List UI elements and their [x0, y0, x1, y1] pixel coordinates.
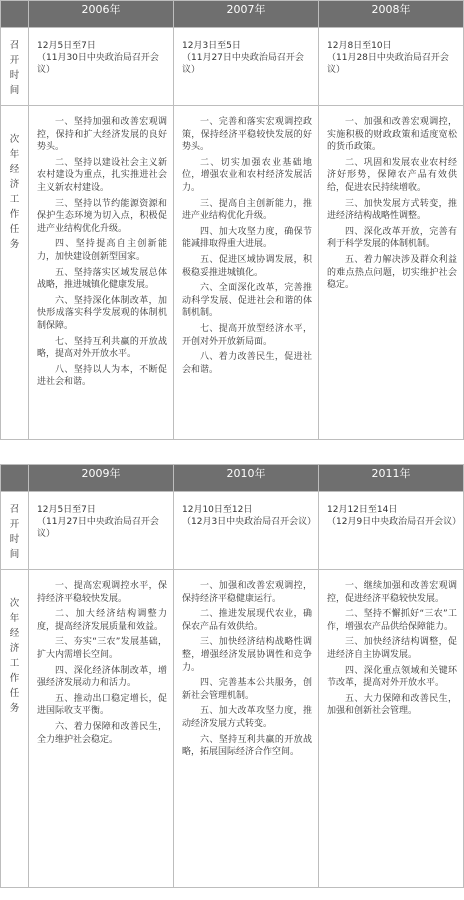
task-item: 一、坚持加强和改善宏观调控，保持和扩大经济发展的良好势头。 [37, 117, 167, 153]
meeting-note: （11月28日中央政治局召开会议） [327, 53, 449, 75]
task-item: 六、坚持深化体制改革，加快形成落实科学发展观的体制机制保障。 [37, 295, 167, 331]
meeting-date: 12月12日至14日 [327, 505, 398, 515]
header-corner [1, 1, 29, 28]
meeting-time-label: 召开时间 [1, 28, 29, 106]
task-item: 二、推进发展现代农业，确保农产品有效供给。 [182, 609, 312, 632]
task-item: 一、继续加强和改善宏观调控，促进经济平稳较快发展。 [327, 581, 457, 604]
tasks-row [1, 106, 464, 440]
task-item: 三、夯实“三农”发展基础，扩大内需增长空间。 [37, 637, 167, 660]
meeting-date: 12月5日至7日 [37, 41, 96, 51]
work-conference-table-2009-2011 [0, 464, 464, 888]
year-header: 2008年 [319, 1, 464, 28]
task-item: 五、促进区域协调发展，积极稳妥推进城镇化。 [182, 254, 312, 278]
tasks-label: 次年经济工作任务 [1, 570, 29, 888]
task-item: 四、深化经济体制改革，增强经济发展动力和活力。 [37, 665, 167, 689]
task-item: 五、推动出口稳定增长，促进国际收支平衡。 [37, 693, 167, 717]
year-header: 2009年 [29, 465, 174, 492]
task-item: 四、完善基本公共服务，创新社会管理机制。 [182, 678, 312, 701]
task-item: 二、切实加强农业基础地位，增强农业和农村经济发展活力。 [182, 157, 312, 193]
task-item: 七、提高开放型经济水平，开创对外开放新局面。 [182, 323, 312, 347]
meeting-note: （11月27日中央政治局召开会议） [37, 517, 159, 539]
task-item: 七、坚持互利共赢的开放战略，提高对外开放水平。 [37, 336, 167, 360]
tasks-cell [174, 106, 319, 440]
task-item: 五、大力保障和改善民生，加强和创新社会管理。 [327, 693, 457, 717]
task-item: 六、着力保障和改善民生，全力维护社会稳定。 [37, 721, 167, 745]
task-item: 六、全面深化改革，完善推动科学发展、促进社会和谐的体制机制。 [182, 283, 312, 319]
year-header-row [1, 1, 464, 28]
task-item: 三、提高自主创新能力，推进产业结构优化升级。 [182, 198, 312, 222]
task-item: 四、深化改革开放，完善有利于科学发展的体制机制。 [327, 226, 457, 250]
meeting-time-row [1, 492, 464, 570]
task-item: 三、加快发展方式转变，推进经济结构战略性调整。 [327, 198, 457, 222]
task-item: 二、坚持不懈抓好“三农”工作，增强农产品供给保障能力。 [327, 609, 457, 632]
meeting-time-row [1, 28, 464, 106]
tasks-row [1, 570, 464, 888]
meeting-date: 12月10日至12日 [182, 505, 253, 515]
meeting-time-cell [174, 492, 319, 570]
year-header-row [1, 465, 464, 492]
tasks-cell [174, 570, 319, 888]
task-item: 一、加强和改善宏观调控，保持经济平稳健康运行。 [182, 581, 312, 604]
tasks-cell [29, 570, 174, 888]
meeting-date: 12月8日至10日 [327, 41, 392, 51]
task-item: 四、坚持提高自主创新能力，加快建设创新型国家。 [37, 239, 167, 262]
task-item: 三、加快经济结构调整，促进经济自主协调发展。 [327, 637, 457, 660]
task-item: 二、加大经济结构调整力度，提高经济发展质量和效益。 [37, 609, 167, 632]
tasks-cell [29, 106, 174, 440]
task-item: 二、巩固和发展农业农村经济好形势，保障农产品有效供给，促进农民持续增收。 [327, 157, 457, 193]
task-item: 四、深化重点领域和关键环节改革，提高对外开放水平。 [327, 665, 457, 689]
task-item: 八、着力改善民生，促进社会和谐。 [182, 352, 312, 375]
task-item: 三、坚持以节约能源资源和保护生态环境为切入点，积极促进产业结构优化升级。 [37, 198, 167, 234]
task-item: 五、着力解决涉及群众利益的难点热点问题，切实维护社会稳定。 [327, 254, 457, 291]
meeting-time-cell [319, 28, 464, 106]
meeting-date: 12月5日至7日 [37, 505, 96, 515]
task-item: 一、加强和改善宏观调控，实施积极的财政政策和适度宽松的货币政策。 [327, 117, 457, 153]
task-item: 五、加大改革攻坚力度，推动经济发展方式转变。 [182, 706, 312, 729]
tasks-label: 次年经济工作任务 [1, 106, 29, 440]
year-header: 2006年 [29, 1, 174, 28]
year-header: 2011年 [319, 465, 464, 492]
meeting-time-cell [29, 492, 174, 570]
year-header: 2007年 [174, 1, 319, 28]
task-item: 四、加大攻坚力度，确保节能减排取得重大进展。 [182, 226, 312, 250]
meeting-note: （12月3日中央政治局召开会议） [182, 517, 317, 527]
meeting-note: （11月27日中央政治局召开会议） [182, 53, 304, 75]
task-item: 三、加快经济结构战略性调整，增强经济发展协调性和竞争力。 [182, 637, 312, 673]
work-conference-table-2006-2008 [0, 0, 464, 440]
task-item: 一、提高宏观调控水平，保持经济平稳较快发展。 [37, 581, 167, 604]
task-item: 二、坚持以建设社会主义新农村建设为重点，扎实推进社会主义新农村建设。 [37, 157, 167, 193]
tasks-cell [319, 570, 464, 888]
tasks-cell [319, 106, 464, 440]
task-item: 一、完善和落实宏观调控政策，保持经济平稳较快发展的好势头。 [182, 117, 312, 153]
meeting-time-cell [174, 28, 319, 106]
task-item: 八、坚持以人为本，不断促进社会和谐。 [37, 364, 167, 388]
meeting-note: （12月9日中央政治局召开会议） [327, 517, 462, 527]
meeting-time-cell [319, 492, 464, 570]
meeting-note: （11月30日中央政治局召开会议） [37, 53, 159, 75]
task-item: 五、坚持落实区域发展总体战略，推进城镇化健康发展。 [37, 267, 167, 291]
year-header: 2010年 [174, 465, 319, 492]
meeting-time-cell [29, 28, 174, 106]
meeting-date: 12月3日至5日 [182, 41, 241, 51]
task-item: 六、坚持互利共赢的开放战略，拓展国际经济合作空间。 [182, 734, 312, 758]
meeting-time-label: 召开时间 [1, 492, 29, 570]
header-corner [1, 465, 29, 492]
